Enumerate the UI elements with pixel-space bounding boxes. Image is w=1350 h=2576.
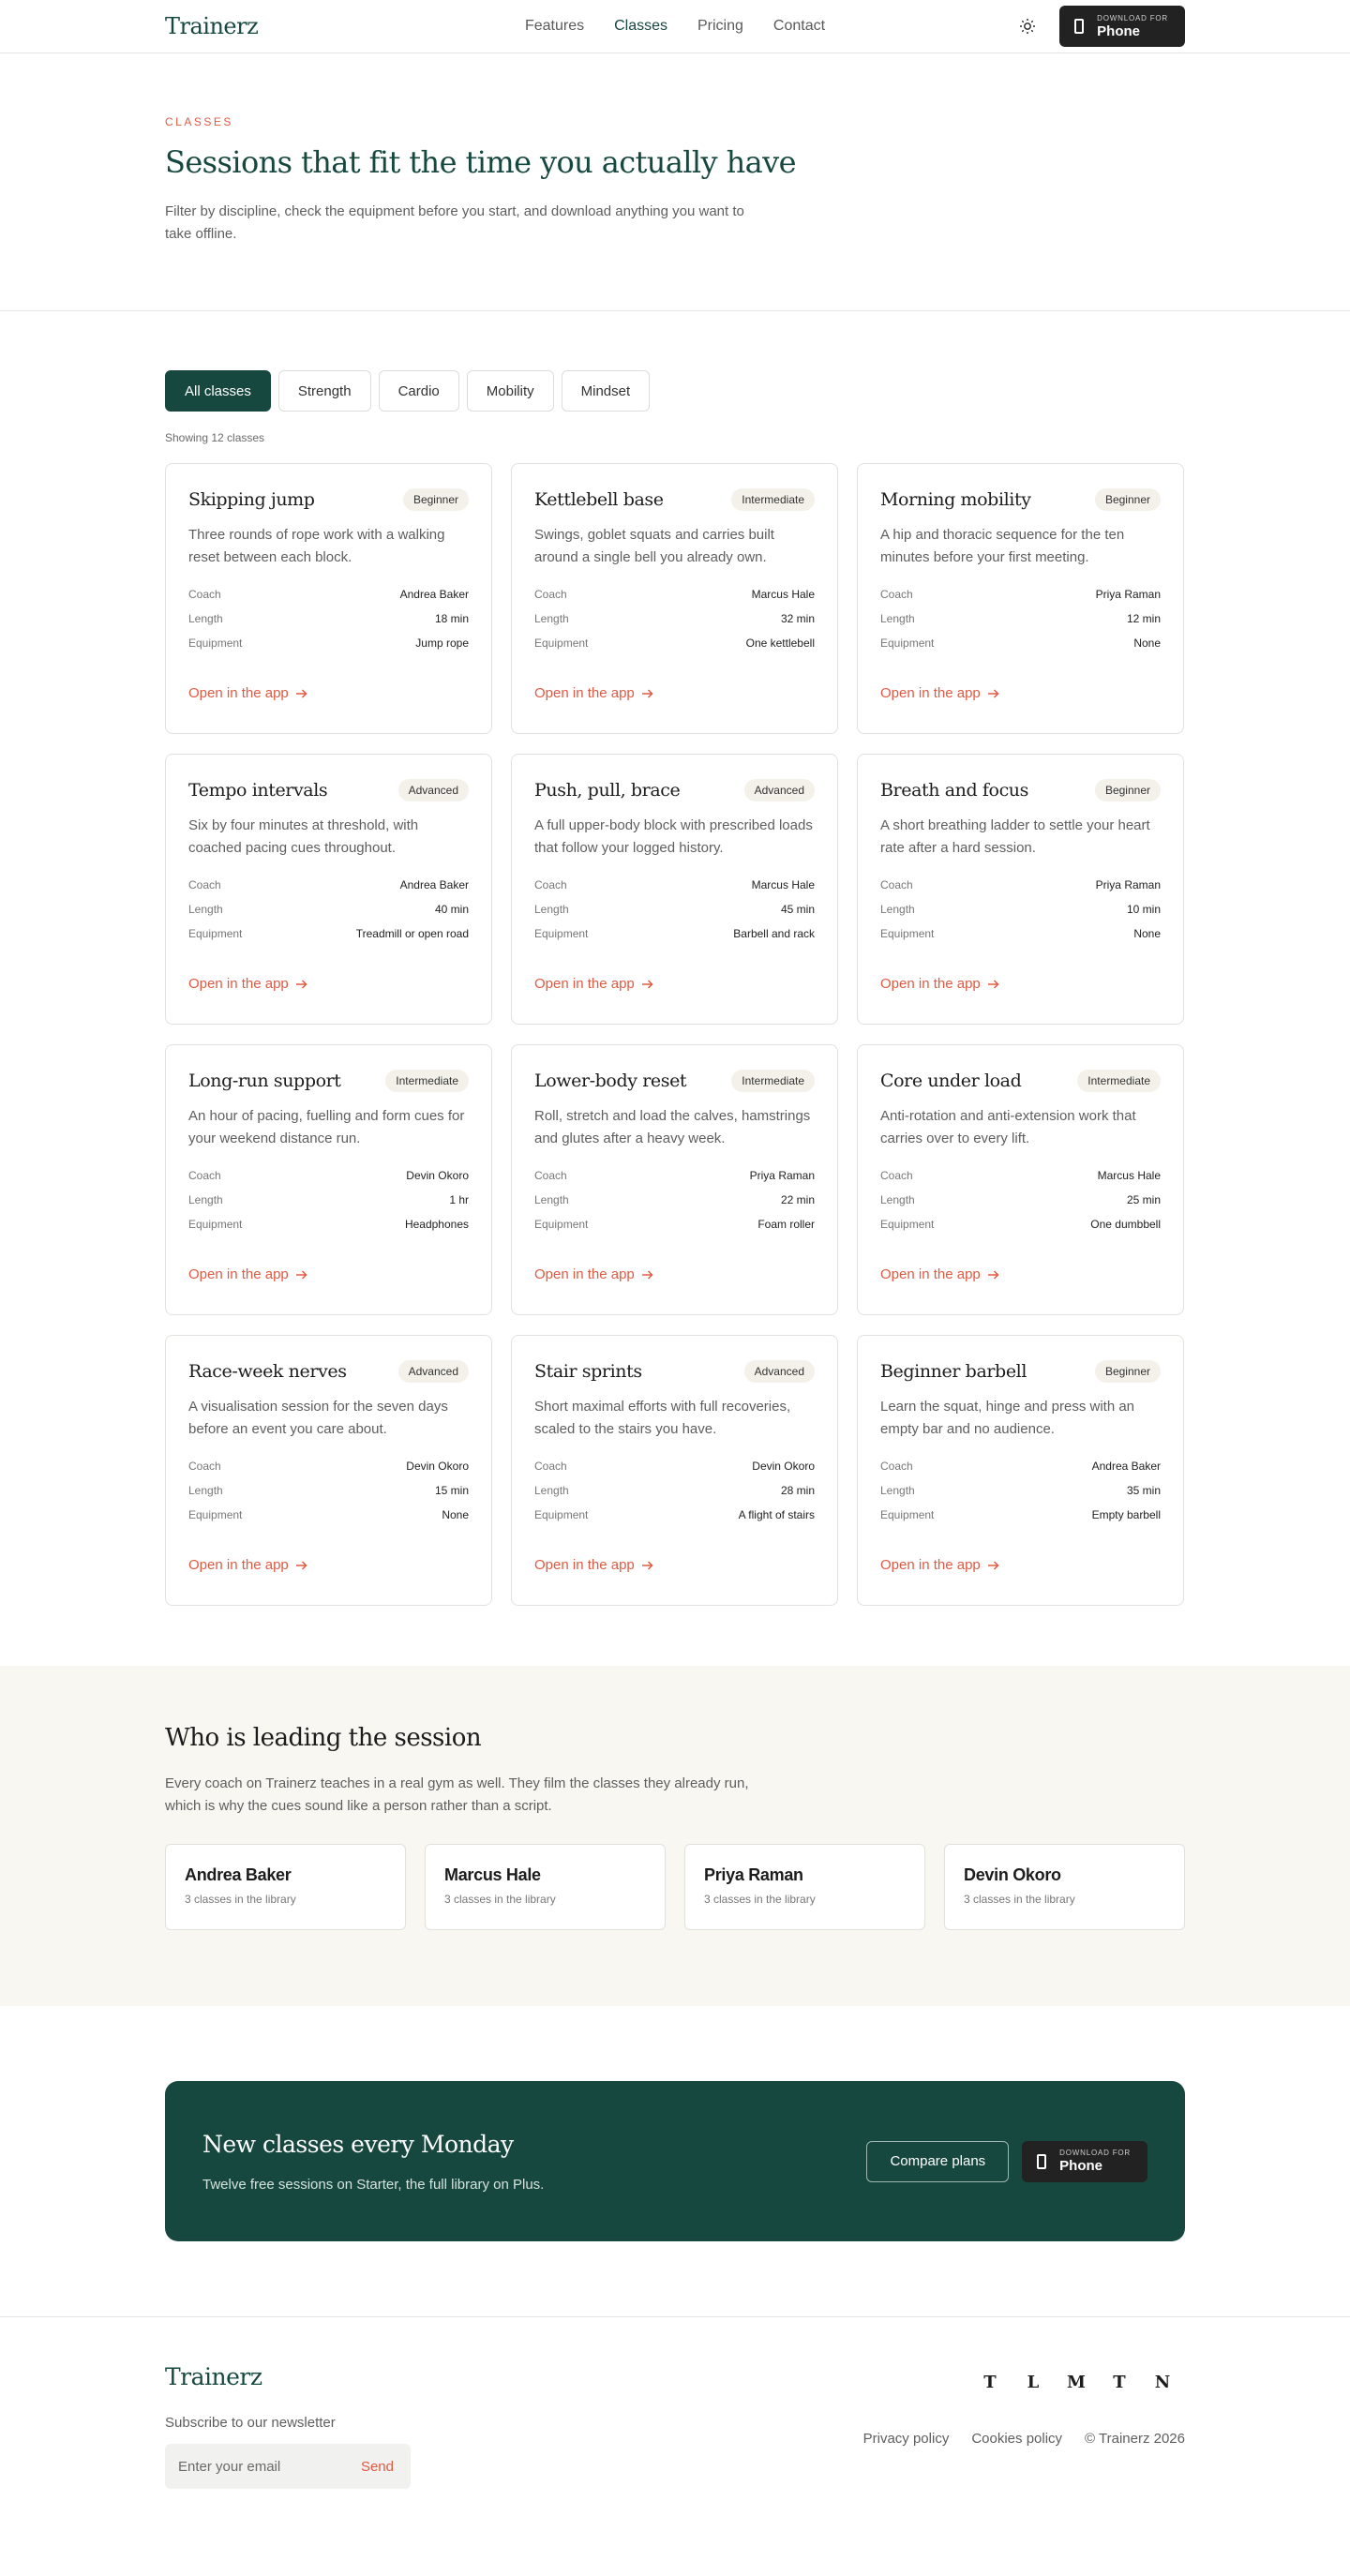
hero-section xyxy=(0,53,1350,311)
level-badge: Beginner xyxy=(1095,779,1161,801)
cta-banner xyxy=(165,2081,1185,2241)
meta-label: Equipment xyxy=(188,1218,243,1231)
class-title: Kettlebell base xyxy=(534,489,664,510)
card-header xyxy=(880,1068,1161,1094)
newsletter-send-button[interactable]: Send xyxy=(360,2458,394,2475)
class-meta xyxy=(534,1163,815,1236)
meta-value-coach: Marcus Hale xyxy=(751,588,815,601)
arrow-right-icon xyxy=(296,980,308,989)
copyright: © Trainerz 2026 xyxy=(1085,2431,1185,2447)
arrow-right-icon xyxy=(988,689,999,698)
coach-name: Andrea Baker xyxy=(185,1865,292,1884)
hero-subtitle: Filter by discipline, check the equipment before you start, and download anything you want to take offline. xyxy=(165,203,744,242)
coach-name: Marcus Hale xyxy=(444,1865,541,1884)
meta-label: Length xyxy=(880,1484,915,1497)
class-title: Beginner barbell xyxy=(880,1361,1028,1382)
class-card[interactable] xyxy=(165,754,492,1025)
meta-row-length xyxy=(188,607,469,631)
meta-value-length: 35 min xyxy=(1126,1484,1161,1497)
meta-value-equipment: None xyxy=(442,1508,469,1521)
class-description: An hour of pacing, fuelling and form cues for your weekend distance run. xyxy=(188,1108,465,1146)
meta-row-coach xyxy=(188,1454,469,1478)
class-title: Skipping jump xyxy=(188,489,315,510)
open-in-app-label: Open in the app xyxy=(534,1266,635,1282)
open-in-app-link[interactable] xyxy=(880,976,999,992)
meta-value-length: 12 min xyxy=(1126,612,1161,625)
nav-pricing[interactable]: Pricing xyxy=(698,18,743,34)
phone-icon xyxy=(1074,19,1084,34)
arrow-right-icon xyxy=(296,689,308,698)
meta-value-length: 40 min xyxy=(434,903,469,916)
meta-value-equipment: A flight of stairs xyxy=(738,1508,815,1521)
coach-card[interactable] xyxy=(165,1844,406,1930)
arrow-right-icon xyxy=(296,1270,308,1280)
class-title: Stair sprints xyxy=(534,1361,642,1382)
card-header xyxy=(534,487,815,513)
class-title: Morning mobility xyxy=(880,489,1031,510)
card-header xyxy=(188,1068,469,1094)
nav-features[interactable]: Features xyxy=(524,18,585,34)
coach-class-count: 3 classes in the library xyxy=(704,1893,816,1906)
meta-label: Coach xyxy=(880,1460,913,1473)
meta-label: Coach xyxy=(880,878,913,891)
class-meta xyxy=(534,582,815,655)
meta-label: Length xyxy=(534,1484,569,1497)
meta-label: Equipment xyxy=(534,1508,589,1521)
coaches-title: Who is leading the session xyxy=(165,1724,482,1752)
page-title: Sessions that fit the time you actually have xyxy=(165,144,796,180)
meta-row-equipment xyxy=(188,1212,469,1236)
compare-plans-button[interactable]: Compare plans xyxy=(866,2141,1009,2182)
open-in-app-label: Open in the app xyxy=(188,1557,289,1573)
meta-value-equipment: Barbell and rack xyxy=(733,927,815,940)
meta-row-length xyxy=(534,897,815,921)
meta-label: Equipment xyxy=(880,637,935,650)
class-description: A visualisation session for the seven days before an event you care about. xyxy=(188,1399,448,1437)
meta-row-coach xyxy=(534,1454,815,1478)
level-badge: Intermediate xyxy=(731,488,815,511)
cookies-policy-link[interactable]: Cookies policy xyxy=(971,2431,1063,2447)
meta-label: Equipment xyxy=(188,1508,243,1521)
nav-contact[interactable]: Contact xyxy=(772,18,826,34)
class-description: Swings, goblet squats and carries built around a single bell you already own. xyxy=(534,527,774,565)
level-badge: Advanced xyxy=(744,779,815,801)
open-in-app-label: Open in the app xyxy=(880,976,981,992)
classes-section xyxy=(0,370,1350,1606)
newsletter-label: Subscribe to our newsletter xyxy=(165,2415,336,2431)
meta-value-coach: Priya Raman xyxy=(1095,878,1161,891)
meta-row-length xyxy=(880,897,1161,921)
meta-value-equipment: Empty barbell xyxy=(1091,1508,1161,1521)
meta-value-length: 15 min xyxy=(434,1484,469,1497)
meta-value-equipment: None xyxy=(1133,637,1161,650)
class-card[interactable] xyxy=(857,1044,1184,1315)
coach-class-count: 3 classes in the library xyxy=(444,1893,556,1906)
meta-row-equipment xyxy=(880,921,1161,946)
class-grid xyxy=(165,463,1185,1606)
class-meta xyxy=(188,873,469,946)
level-badge: Intermediate xyxy=(731,1070,815,1092)
level-badge: Beginner xyxy=(1095,488,1161,511)
class-card[interactable] xyxy=(165,463,492,734)
class-card[interactable] xyxy=(857,1335,1184,1606)
class-card[interactable] xyxy=(857,463,1184,734)
meta-row-length xyxy=(880,607,1161,631)
coach-card[interactable] xyxy=(425,1844,666,1930)
card-header xyxy=(880,1358,1161,1385)
meta-label: Coach xyxy=(188,878,221,891)
coaches-description: Every coach on Trainerz teaches in a real gym as well. They film the classes they already run, which is why the cues sound like a person rather than a script. xyxy=(165,1775,749,1814)
nav-classes[interactable]: Classes xyxy=(614,18,668,34)
meta-value-length: 22 min xyxy=(780,1193,815,1206)
class-description: Six by four minutes at threshold, with coached pacing cues throughout. xyxy=(188,817,419,856)
meta-label: Coach xyxy=(534,1169,567,1182)
coaches-section xyxy=(0,1666,1350,2006)
open-in-app-link[interactable] xyxy=(880,1557,999,1573)
filter-mindset[interactable]: Mindset xyxy=(562,370,651,412)
newsletter-form xyxy=(165,2444,411,2489)
meta-label: Length xyxy=(534,903,569,916)
meta-label: Coach xyxy=(188,1169,221,1182)
footer xyxy=(0,2317,1350,2561)
open-in-app-link[interactable] xyxy=(188,1266,308,1282)
footer-links xyxy=(863,2431,1185,2447)
open-in-app-label: Open in the app xyxy=(880,685,981,701)
meta-value-coach: Devin Okoro xyxy=(406,1169,469,1182)
meta-value-equipment: Jump rope xyxy=(415,637,469,650)
coach-card[interactable] xyxy=(944,1844,1185,1930)
meta-value-coach: Devin Okoro xyxy=(752,1460,815,1473)
open-in-app-link[interactable] xyxy=(880,1266,999,1282)
class-card[interactable] xyxy=(511,1335,838,1606)
meta-row-equipment xyxy=(880,1503,1161,1527)
cta-download-button[interactable] xyxy=(1022,2141,1148,2182)
meta-row-equipment xyxy=(534,1503,815,1527)
class-title: Long-run support xyxy=(188,1071,341,1091)
class-description: Three rounds of rope work with a walking reset between each block. xyxy=(188,527,445,565)
meta-row-equipment xyxy=(534,631,815,655)
class-title: Race-week nerves xyxy=(188,1361,347,1382)
meta-row-length xyxy=(534,1478,815,1503)
open-in-app-label: Open in the app xyxy=(880,1557,981,1573)
meta-label: Coach xyxy=(534,588,567,601)
open-in-app-label: Open in the app xyxy=(188,976,289,992)
meta-row-coach xyxy=(188,873,469,897)
meta-value-coach: Priya Raman xyxy=(749,1169,815,1182)
arrow-right-icon xyxy=(642,689,653,698)
arrow-right-icon xyxy=(642,1561,653,1570)
download-big-label: Phone xyxy=(1059,2158,1103,2174)
filter-mobility[interactable]: Mobility xyxy=(467,370,554,412)
meta-row-coach xyxy=(534,582,815,607)
meta-row-length xyxy=(188,897,469,921)
level-badge: Advanced xyxy=(398,779,469,801)
class-description: A short breathing ladder to settle your heart rate after a hard session. xyxy=(880,817,1150,856)
download-app-button[interactable] xyxy=(1059,6,1185,47)
card-header xyxy=(188,777,469,803)
meta-label: Equipment xyxy=(534,637,589,650)
meta-row-equipment xyxy=(880,1212,1161,1236)
class-meta xyxy=(880,582,1161,655)
cta-section xyxy=(0,2006,1350,2317)
open-in-app-link[interactable] xyxy=(188,685,308,701)
main-nav xyxy=(525,18,825,35)
social-links xyxy=(981,2373,1172,2392)
arrow-right-icon xyxy=(988,980,999,989)
open-in-app-link[interactable] xyxy=(880,685,999,701)
filter-bar xyxy=(165,370,1185,412)
class-title: Core under load xyxy=(880,1071,1022,1091)
meta-value-coach: Devin Okoro xyxy=(406,1460,469,1473)
meta-row-equipment xyxy=(534,921,815,946)
class-title: Push, pull, brace xyxy=(534,780,681,801)
class-card[interactable] xyxy=(165,1044,492,1315)
meta-value-length: 18 min xyxy=(434,612,469,625)
meta-value-coach: Andrea Baker xyxy=(1091,1460,1161,1473)
open-in-app-link[interactable] xyxy=(534,1266,653,1282)
meta-label: Coach xyxy=(188,1460,221,1473)
card-header xyxy=(534,1358,815,1385)
hero-eyebrow: CLASSES xyxy=(165,115,233,128)
meta-value-coach: Andrea Baker xyxy=(399,878,469,891)
meta-label: Length xyxy=(880,612,915,625)
meta-value-length: 1 hr xyxy=(449,1193,469,1206)
open-in-app-label: Open in the app xyxy=(188,685,289,701)
results-count: Showing 12 classes xyxy=(165,431,265,444)
privacy-policy-link[interactable]: Privacy policy xyxy=(862,2431,950,2447)
top-bar xyxy=(0,0,1350,53)
meta-row-length xyxy=(534,607,815,631)
theme-toggle-sun-icon[interactable] xyxy=(1018,17,1037,36)
filter-cardio[interactable]: Cardio xyxy=(379,370,459,412)
card-header xyxy=(880,487,1161,513)
meta-label: Coach xyxy=(534,1460,567,1473)
arrow-right-icon xyxy=(642,1270,653,1280)
class-card[interactable] xyxy=(857,754,1184,1025)
level-badge: Beginner xyxy=(403,488,469,511)
meta-row-equipment xyxy=(880,631,1161,655)
meta-value-coach: Marcus Hale xyxy=(1097,1169,1161,1182)
class-description: Anti-rotation and anti-extension work that carries over to every lift. xyxy=(880,1108,1136,1146)
level-badge: Advanced xyxy=(398,1360,469,1383)
meta-row-length xyxy=(880,1478,1161,1503)
social-icon-n[interactable]: N xyxy=(1154,2373,1171,2392)
coach-name: Priya Raman xyxy=(704,1865,803,1884)
meta-row-equipment xyxy=(534,1212,815,1236)
class-meta xyxy=(880,1163,1161,1236)
class-meta xyxy=(188,582,469,655)
meta-value-coach: Andrea Baker xyxy=(399,588,469,601)
arrow-right-icon xyxy=(988,1270,999,1280)
meta-value-length: 45 min xyxy=(780,903,815,916)
logo[interactable]: Trainerz xyxy=(165,13,259,39)
coach-grid xyxy=(165,1844,1185,1930)
class-card[interactable] xyxy=(165,1335,492,1606)
meta-row-coach xyxy=(880,1454,1161,1478)
meta-value-equipment: Treadmill or open road xyxy=(355,927,469,940)
download-small-label: DOWNLOAD FOR xyxy=(1059,2149,1131,2157)
class-meta xyxy=(534,1454,815,1527)
class-meta xyxy=(188,1454,469,1527)
class-description: A hip and thoracic sequence for the ten minutes before your first meeting. xyxy=(880,527,1125,565)
meta-label: Coach xyxy=(880,588,913,601)
open-in-app-link[interactable] xyxy=(534,1557,653,1573)
meta-row-coach xyxy=(880,873,1161,897)
class-description: Short maximal efforts with full recoveries, scaled to the stairs you have. xyxy=(534,1399,791,1437)
meta-label: Length xyxy=(880,1193,915,1206)
arrow-right-icon xyxy=(642,980,653,989)
card-header xyxy=(188,487,469,513)
meta-row-equipment xyxy=(188,1503,469,1527)
open-in-app-label: Open in the app xyxy=(534,685,635,701)
meta-row-coach xyxy=(188,582,469,607)
meta-label: Length xyxy=(880,903,915,916)
class-card[interactable] xyxy=(511,463,838,734)
cta-subtitle: Twelve free sessions on Starter, the full library on Plus. xyxy=(202,2176,545,2193)
social-icon-m[interactable]: M xyxy=(1067,2373,1086,2392)
class-meta xyxy=(880,1454,1161,1527)
meta-label: Equipment xyxy=(188,637,243,650)
meta-value-length: 25 min xyxy=(1126,1193,1161,1206)
class-description: A full upper-body block with prescribed loads that follow your logged history. xyxy=(534,817,813,856)
open-in-app-link[interactable] xyxy=(534,685,653,701)
class-description: Roll, stretch and load the calves, hamstrings and glutes after a heavy week. xyxy=(534,1108,811,1146)
meta-label: Equipment xyxy=(188,927,243,940)
meta-row-length xyxy=(188,1188,469,1212)
meta-value-equipment: Foam roller xyxy=(758,1218,815,1231)
social-icon-t[interactable]: T xyxy=(983,2373,997,2392)
newsletter-email-input[interactable] xyxy=(178,2459,347,2475)
social-icon-l[interactable]: L xyxy=(1027,2373,1040,2392)
meta-value-length: 10 min xyxy=(1126,903,1161,916)
coach-name: Devin Okoro xyxy=(964,1865,1061,1884)
class-meta xyxy=(534,873,815,946)
meta-label: Equipment xyxy=(880,927,935,940)
arrow-right-icon xyxy=(296,1561,308,1570)
coach-class-count: 3 classes in the library xyxy=(964,1893,1075,1906)
meta-label: Coach xyxy=(188,588,221,601)
arrow-right-icon xyxy=(988,1561,999,1570)
open-in-app-label: Open in the app xyxy=(534,976,635,992)
card-header xyxy=(534,1068,815,1094)
card-header xyxy=(880,777,1161,803)
meta-row-coach xyxy=(880,582,1161,607)
meta-label: Equipment xyxy=(534,927,589,940)
meta-label: Equipment xyxy=(534,1218,589,1231)
footer-logo[interactable]: Trainerz xyxy=(165,2363,262,2390)
meta-value-coach: Marcus Hale xyxy=(751,878,815,891)
level-badge: Advanced xyxy=(744,1360,815,1383)
level-badge: Intermediate xyxy=(1077,1070,1161,1092)
download-small-label: DOWNLOAD FOR xyxy=(1097,13,1168,22)
class-title: Breath and focus xyxy=(880,780,1028,801)
open-in-app-link[interactable] xyxy=(188,976,308,992)
meta-label: Length xyxy=(534,1193,569,1206)
meta-value-equipment: Headphones xyxy=(404,1218,469,1231)
meta-value-equipment: None xyxy=(1133,927,1161,940)
coach-class-count: 3 classes in the library xyxy=(185,1893,296,1906)
meta-row-coach xyxy=(534,873,815,897)
class-card[interactable] xyxy=(511,1044,838,1315)
meta-row-coach xyxy=(534,1163,815,1188)
meta-value-length: 32 min xyxy=(780,612,815,625)
meta-label: Length xyxy=(188,1193,223,1206)
level-badge: Beginner xyxy=(1095,1360,1161,1383)
meta-row-coach xyxy=(188,1163,469,1188)
card-header xyxy=(188,1358,469,1385)
phone-icon xyxy=(1037,2154,1046,2169)
meta-row-equipment xyxy=(188,631,469,655)
social-icon-t2[interactable]: T xyxy=(1113,2373,1126,2392)
meta-value-length: 28 min xyxy=(780,1484,815,1497)
class-card[interactable] xyxy=(511,754,838,1025)
meta-value-equipment: One dumbbell xyxy=(1090,1218,1161,1231)
meta-label: Length xyxy=(188,903,223,916)
meta-label: Coach xyxy=(534,878,567,891)
meta-row-coach xyxy=(880,1163,1161,1188)
meta-row-equipment xyxy=(188,921,469,946)
class-title: Lower-body reset xyxy=(534,1071,687,1091)
open-in-app-label: Open in the app xyxy=(880,1266,981,1282)
coach-card[interactable] xyxy=(684,1844,925,1930)
filter-strength[interactable]: Strength xyxy=(278,370,371,412)
level-badge: Intermediate xyxy=(385,1070,469,1092)
meta-label: Length xyxy=(188,1484,223,1497)
cta-title: New classes every Monday xyxy=(202,2130,514,2158)
class-meta xyxy=(880,873,1161,946)
card-header xyxy=(534,777,815,803)
filter-all-classes[interactable]: All classes xyxy=(165,370,271,412)
meta-label: Equipment xyxy=(880,1218,935,1231)
meta-label: Length xyxy=(534,612,569,625)
meta-row-length xyxy=(534,1188,815,1212)
meta-label: Length xyxy=(188,612,223,625)
download-big-label: Phone xyxy=(1097,22,1141,39)
open-in-app-label: Open in the app xyxy=(188,1266,289,1282)
open-in-app-label: Open in the app xyxy=(534,1557,635,1573)
class-title: Tempo intervals xyxy=(188,780,328,801)
meta-label: Equipment xyxy=(880,1508,935,1521)
meta-row-length xyxy=(188,1478,469,1503)
class-description: Learn the squat, hinge and press with an empty bar and no audience. xyxy=(880,1399,1135,1437)
open-in-app-link[interactable] xyxy=(188,1557,308,1573)
meta-label: Coach xyxy=(880,1169,913,1182)
open-in-app-link[interactable] xyxy=(534,976,653,992)
meta-value-equipment: One kettlebell xyxy=(745,637,815,650)
class-meta xyxy=(188,1163,469,1236)
meta-value-coach: Priya Raman xyxy=(1095,588,1161,601)
meta-row-length xyxy=(880,1188,1161,1212)
